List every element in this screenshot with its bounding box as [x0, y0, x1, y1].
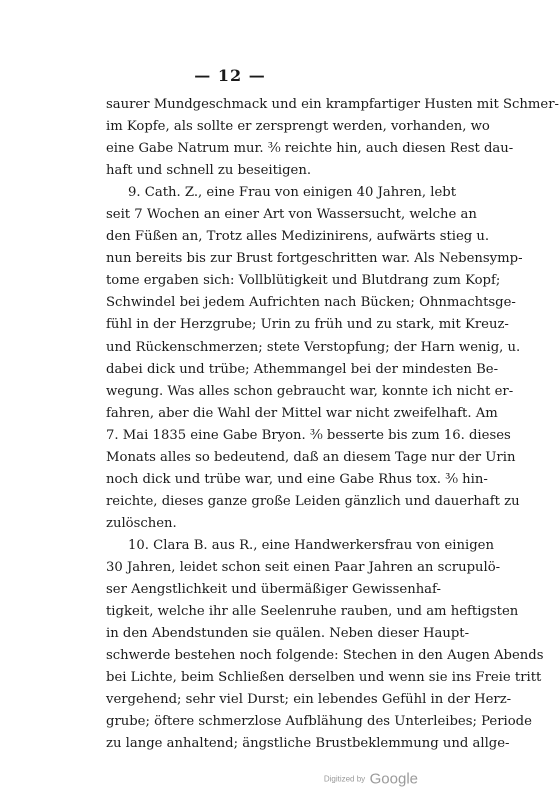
text-line: in den Abendstunden sie quälen. Neben dieser Haupt-	[106, 626, 470, 642]
paragraph-start-line: 9. Cath. Z., eine Frau von einigen 40 Jahren, lebt	[128, 185, 457, 201]
page-number: — 12 —	[194, 66, 266, 85]
text-line: tigkeit, welche ihr alle Seelenruhe rauben, und am heftigsten	[106, 604, 519, 620]
text-line: wegung. Was alles schon gebraucht war, konnte ich nicht er-	[106, 383, 514, 399]
text-line: zulöschen.	[106, 515, 177, 531]
text-line: vergehend; sehr viel Durst; ein lebendes Gefühl in der Herz-	[106, 692, 512, 708]
text-line: eine Gabe Natrum mur. ³⁄₀ reichte hin, auch diesen Rest dau-	[106, 141, 514, 157]
text-line: Schwindel bei jedem Aufrichten nach Bücken; Ohnmachtsge-	[106, 295, 516, 311]
digitized-watermark	[324, 770, 418, 788]
text-line: und Rückenschmerzen; stete Verstopfung; der Harn wenig, u.	[106, 339, 521, 355]
text-line: zu lange anhaltend; ängstliche Brustbeklemmung und allge-	[106, 736, 510, 752]
text-line: im Kopfe, als sollte er zersprengt werden, vorhanden, wo	[106, 119, 490, 135]
paragraph-start-line: 10. Clara B. aus R., eine Handwerkersfrau von einigen	[128, 537, 494, 553]
text-line: Monats alles so bedeutend, daß an diesem Tage nur der Urin	[106, 449, 516, 465]
text-line: reichte, dieses ganze große Leiden gänzlich und dauerhaft zu	[106, 493, 520, 509]
text-line: saurer Mundgeschmack und ein krampfartiger Husten mit Schmer-	[106, 97, 559, 112]
text-line: fahren, aber die Wahl der Mittel war nicht zweifelhaft. Am	[106, 405, 498, 421]
text-line: fühl in der Herzgrube; Urin zu früh und zu stark, mit Kreuz-	[106, 317, 509, 333]
text-line: den Füßen an, Trotz alles Medizinirens, aufwärts stieg u.	[106, 229, 490, 245]
text-line: bei Lichte, beim Schließen derselben und wenn sie ins Freie tritt	[106, 670, 542, 686]
text-line: noch dick und trübe war, und eine Gabe Rhus tox. ³⁄₀ hin-	[106, 471, 488, 487]
text-line: haft und schnell zu beseitigen.	[106, 163, 312, 179]
text-line: 7. Mai 1835 eine Gabe Bryon. ³⁄₀ besserte bis zum 16. dieses	[106, 427, 511, 443]
text-line: dabei dick und trübe; Athemmangel bei der mindesten Be-	[106, 361, 499, 377]
text-line: tome ergaben sich: Vollblütigkeit und Blutdrang zum Kopf;	[106, 273, 501, 289]
text-line: nun bereits bis zur Brust fortgeschritten war. Als Nebensymp-	[106, 251, 523, 267]
body-text	[106, 94, 559, 755]
google-logo: Google	[369, 770, 418, 788]
text-line: grube; öftere schmerzlose Aufblähung des Unterleibes; Periode	[106, 714, 532, 730]
digitized-by-label: Digitized by	[323, 774, 366, 784]
text-line: schwerde bestehen noch folgende: Stechen in den Augen Abends	[106, 648, 544, 664]
text-line: 30 Jahren, leidet schon seit einen Paar Jahren an scrupulö-	[106, 559, 501, 575]
text-line: seit 7 Wochen an einer Art von Wassersucht, welche an	[106, 207, 477, 223]
text-line: ser Aengstlichkeit und übermäßiger Gewissenhaf-	[106, 582, 441, 598]
